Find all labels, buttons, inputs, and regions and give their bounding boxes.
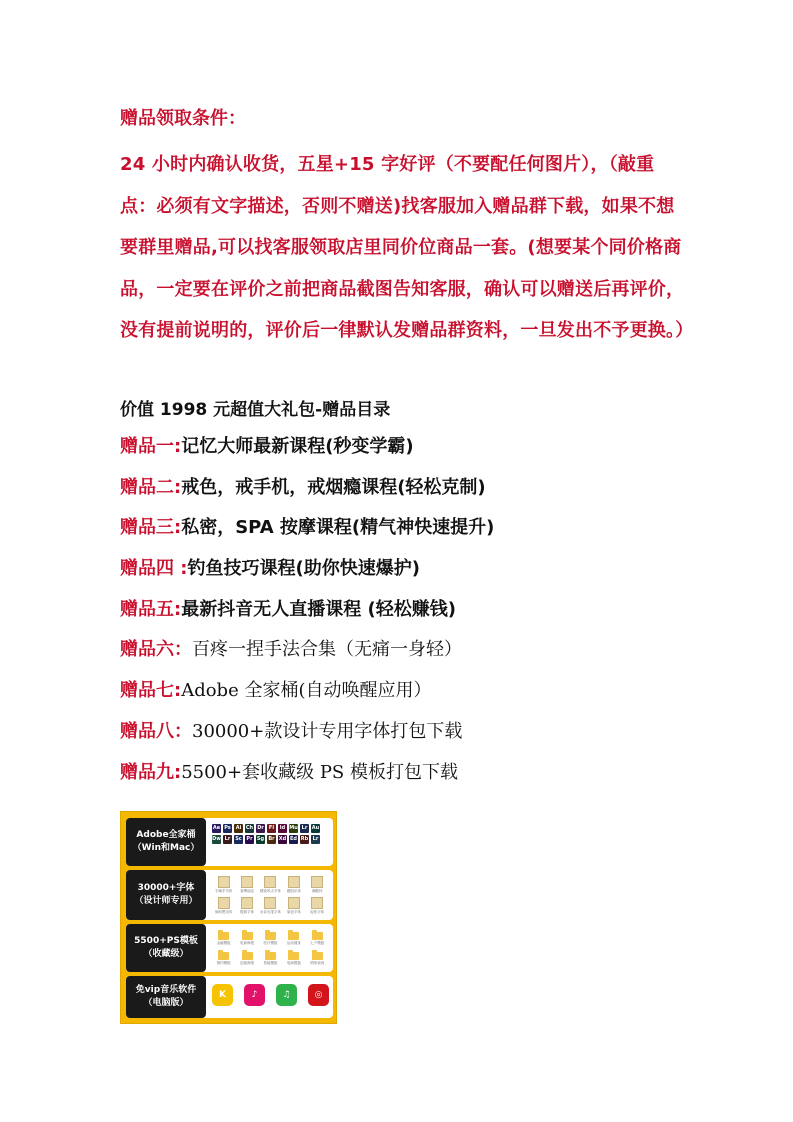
gift-item (120, 758, 720, 799)
font-sample-caption: 倾斜黑宋体 (214, 910, 233, 914)
adobe-app-icon: Ai (235, 825, 242, 831)
gift-item (120, 554, 720, 595)
font-sample-caption: 原创字体 (286, 910, 301, 914)
gift-list (120, 432, 720, 798)
adobe-app-icon: Br (268, 836, 275, 842)
gift-text: 记忆大师最新课程(秒变学霸) (181, 436, 414, 457)
gift-label: 赠品三: (120, 517, 182, 539)
ps-template-folder (259, 948, 282, 968)
font-sample (212, 874, 235, 895)
gift-label: 赠品八： (120, 720, 192, 742)
folder-icon (312, 952, 323, 960)
band-label-line2: （Win和Mac） (132, 843, 200, 853)
adobe-app-icon: Mu (289, 825, 298, 831)
font-file-icon (218, 876, 230, 888)
gift-text: 30000+款设计专用字体打包下载 (192, 720, 463, 742)
adobe-app-icon: Ed (290, 836, 297, 842)
kuwo-icon: ♪ (244, 984, 265, 1006)
gift-item (120, 676, 720, 717)
ps-template-folder (212, 948, 235, 968)
ps-template-caption: 医疗模板 (263, 940, 278, 945)
kugou-icon: K (212, 984, 233, 1006)
gift-text: 私密，SPA 按摩课程(精气神快速提升) (181, 517, 495, 539)
adobe-app-icon: Lr (224, 836, 231, 842)
band-label-line2: （设计师专用） (134, 896, 198, 906)
font-file-icon (264, 897, 276, 909)
ps-template-folder (235, 928, 258, 948)
gift-label: 赠品九: (120, 761, 182, 783)
adobe-app-icon: Dw (212, 836, 221, 842)
font-sample-caption: 字魂手书体 (214, 889, 233, 893)
gift-item (120, 595, 720, 636)
font-sample-caption: 潮酷体 (312, 889, 323, 893)
ps-template-caption: 七夕模板 (310, 940, 325, 945)
font-file-icon (288, 876, 300, 888)
adobe-app-icon: Lr (312, 836, 319, 842)
gift-text: 最新抖音无人直播课程 (轻松赚钱) (181, 598, 456, 620)
fonts-band (126, 870, 333, 920)
folder-icon (288, 952, 299, 960)
font-sample (282, 895, 305, 916)
font-sample-caption: 水彩毛笔字体 (259, 910, 281, 914)
ps-template-folder (282, 948, 305, 968)
ps-template-caption: 电商海报 (240, 940, 255, 945)
band-label-line2: （电脑版） (143, 998, 189, 1008)
band-label-line1: Adobe全家桶 (136, 830, 196, 840)
adobe-app-icon: Au (311, 825, 320, 831)
gift-item (120, 635, 720, 676)
gift-label: 赠品一: (120, 436, 182, 457)
gift-item (120, 432, 720, 473)
adobe-app-icon: Rb (300, 836, 309, 842)
gift-text: 5500+套收藏级 PS 模板打包下载 (181, 761, 458, 783)
font-sample (259, 874, 282, 895)
gift-text: 戒色，戒手机，戒烟瘾课程(轻松克制) (181, 476, 486, 498)
ps-templates-band (126, 924, 333, 972)
gift-label: 赠品六： (120, 639, 192, 661)
font-sample-caption: 赛博朋克 (240, 889, 255, 893)
ps-template-folders (212, 928, 329, 968)
adobe-app-icon: Dr (257, 825, 264, 831)
adobe-app-icon: Id (279, 825, 286, 831)
adobe-app-icon: Sg (256, 836, 265, 842)
font-samples (212, 874, 329, 916)
band-label-line2: （收藏级） (143, 949, 189, 959)
adobe-app-icon: Ps (224, 825, 231, 831)
gift-label: 赠品二: (120, 476, 182, 498)
font-sample (212, 895, 235, 916)
folder-icon (218, 932, 229, 940)
folder-icon (218, 952, 229, 960)
ps-template-caption: 简约模板 (216, 960, 231, 965)
band-label-line1: 30000+字体 (137, 883, 195, 893)
ps-template-caption: 圆形表现 (310, 960, 325, 965)
adobe-app-icon: Ch (245, 825, 254, 831)
gift-catalog-title: 价值 1998 元超值大礼包-赠品目录 (120, 400, 391, 420)
font-file-icon (264, 876, 276, 888)
adobe-app-icon: Pr (246, 836, 253, 842)
ps-template-folder (306, 948, 329, 968)
ps-template-folder (212, 928, 235, 948)
adobe-app-icon: Xd (278, 836, 287, 842)
font-file-icon (311, 876, 323, 888)
gift-item (120, 717, 720, 758)
band-label (126, 924, 206, 972)
font-sample-caption: 趣凯乐体 (286, 889, 301, 893)
ps-template-folder (235, 948, 258, 968)
music-app-icons (212, 984, 329, 1006)
adobe-app-icon: Lr (301, 825, 308, 831)
font-sample-caption: 轻松字体 (310, 910, 325, 914)
gift-label: 赠品四 : (120, 558, 188, 580)
font-sample (282, 874, 305, 895)
promo-image (120, 811, 337, 1024)
gift-text: 钓鱼技巧课程(助你快速爆护) (187, 558, 420, 580)
gift-label: 赠品五: (120, 598, 182, 620)
folder-icon (242, 932, 253, 940)
band-label (126, 976, 206, 1018)
adobe-app-icon: Ae (212, 825, 221, 831)
ps-template-folder (282, 928, 305, 948)
ps-template-caption: 智能模板 (263, 960, 278, 965)
adobe-app-icon: Sc (235, 836, 242, 842)
adobe-app-icons (212, 824, 329, 844)
qqmusic-icon: ♫ (276, 984, 297, 1006)
font-sample (235, 874, 258, 895)
font-file-icon (288, 897, 300, 909)
folder-icon (265, 952, 276, 960)
gift-item (120, 513, 720, 554)
font-sample (235, 895, 258, 916)
folder-icon (312, 932, 323, 940)
font-file-icon (241, 876, 253, 888)
band-label (126, 870, 206, 920)
gift-conditions-heading: 赠品领取条件： (120, 108, 246, 129)
ps-template-folder (306, 928, 329, 948)
gift-text: 百疼一捏手法合集（无痛一身轻） (192, 639, 462, 661)
adobe-app-icon: Fl (268, 825, 275, 831)
ps-template-folder (259, 928, 282, 948)
band-label-line1: 免vip音乐软件 (135, 985, 197, 995)
ps-template-caption: 运动健身 (286, 940, 301, 945)
folder-icon (265, 932, 276, 940)
ps-template-caption: 创意海报 (240, 960, 255, 965)
font-sample (306, 895, 329, 916)
gift-label: 赠品七: (120, 680, 182, 702)
gift-text: Adobe 全家桶(自动唤醒应用） (181, 680, 432, 702)
gift-item (120, 473, 720, 514)
font-sample (306, 874, 329, 895)
gift-conditions-text: 24 小时内确认收货，五星+15 字好评（不要配任何图片），（敲重点：必须有文字描述，否则不赠送)找客服加入赠品群下载，如果不想要群里赠品,可以找客服领取店里同价位商品一套。(想要某个同价格商品，一定要在评价之前把商品截图告知客服，确认可以赠送后再评价，没有提前说明的，评价后一律默认发赠品群资料，一旦发出不予更换。） (120, 154, 694, 341)
folder-icon (242, 952, 253, 960)
font-file-icon (218, 897, 230, 909)
band-label (126, 818, 206, 866)
music-band (126, 976, 333, 1018)
netease-icon: ◎ (308, 984, 329, 1006)
font-sample (259, 895, 282, 916)
font-sample-caption: 极简字体 (240, 910, 255, 914)
font-sample-caption: 精致风太平体 (259, 889, 281, 893)
ps-template-caption: 电商模板 (286, 960, 301, 965)
font-file-icon (241, 897, 253, 909)
adobe-band (126, 818, 333, 866)
font-file-icon (311, 897, 323, 909)
folder-icon (288, 932, 299, 940)
ps-template-caption: 金融模板 (216, 940, 231, 945)
band-label-line1: 5500+PS模板 (134, 936, 198, 946)
